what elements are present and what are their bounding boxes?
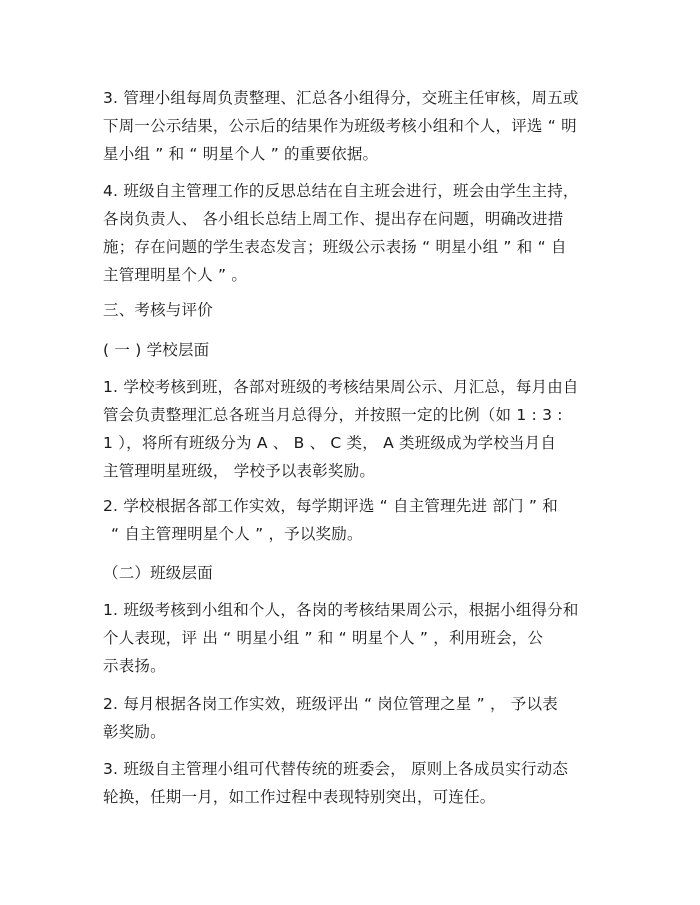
text-line: 施；存在问题的学生表态发言；班级公示表扬 “ 明星小组 ” 和 “ 自 bbox=[103, 238, 567, 256]
text-line: 下周一公示结果，公示后的结果作为班级考核小组和个人，评选 “ 明 bbox=[103, 117, 577, 135]
text-line: 3. 班级自主管理小组可代替传统的班委会， 原则上各成员实行动态 bbox=[103, 760, 569, 778]
heading-line: 三、考核与评价 bbox=[103, 301, 213, 319]
text-line: 4. 班级自主管理工作的反思总结在自主班会进行，班会由学生主持， bbox=[103, 182, 579, 200]
text-line: 主管理明星班级， 学校予以表彰奖励。 bbox=[103, 462, 376, 480]
text-line: 各岗负责人、 各小组长总结上周工作、提出存在问题，明确改进措 bbox=[103, 210, 564, 228]
paragraph-monthly-post-star bbox=[103, 690, 603, 746]
subheading-class-level bbox=[103, 559, 603, 587]
paragraph-school-assessment bbox=[103, 373, 603, 485]
text-line: 星小组 ” 和 “ 明星个人 ” 的重要依据。 bbox=[103, 145, 379, 163]
paragraph-class-assessment bbox=[103, 596, 603, 680]
paragraph-rotation bbox=[103, 755, 603, 811]
text-line: 2. 每月根据各岗工作实效，班级评出 “ 岗位管理之星 ” ， 予以表 bbox=[103, 695, 558, 713]
section-heading-assessment bbox=[103, 296, 603, 324]
text-line: 管会负责整理汇总各班当月总得分，并按照一定的比例（如 1 : 3 : bbox=[103, 406, 563, 424]
text-line: 2. 学校根据各部工作实效，每学期评选 “ 自主管理先进 部门 ” 和 bbox=[103, 497, 558, 515]
text-line: “ 自主管理明星个人 ” ，予以奖励。 bbox=[111, 525, 363, 543]
text-line: 个人表现，评 出 “ 明星小组 ” 和 “ 明星个人 ” ，利用班会，公 bbox=[103, 629, 544, 647]
text-line: 1 ），将所有班级分为 A 、 B 、 C 类， A 类班级成为学校当月自 bbox=[103, 434, 557, 452]
text-line: 1. 班级考核到小组和个人，各岗的考核结果周公示，根据小组得分和 bbox=[103, 601, 579, 619]
text-line: 彰奖励。 bbox=[103, 723, 166, 741]
text-line: 1. 学校考核到班，各部对班级的考核结果周公示、月汇总，每月由自 bbox=[103, 378, 579, 396]
paragraph-school-awards bbox=[103, 492, 603, 548]
paragraph-3-weekly-summary bbox=[103, 84, 603, 168]
text-line: 3. 管理小组每周负责整理、汇总各小组得分，交班主任审核，周五或 bbox=[103, 89, 579, 107]
heading-line: ( 一 ) 学校层面 bbox=[103, 341, 210, 359]
text-line: 主管理明星个人 ” 。 bbox=[103, 266, 248, 284]
subheading-school-level bbox=[103, 336, 603, 364]
text-line: 示表扬。 bbox=[103, 657, 166, 675]
text-line: 轮换，任期一月，如工作过程中表现特别突出，可连任。 bbox=[103, 788, 496, 806]
heading-line: （二）班级层面 bbox=[103, 564, 213, 582]
paragraph-4-reflection bbox=[103, 177, 603, 289]
